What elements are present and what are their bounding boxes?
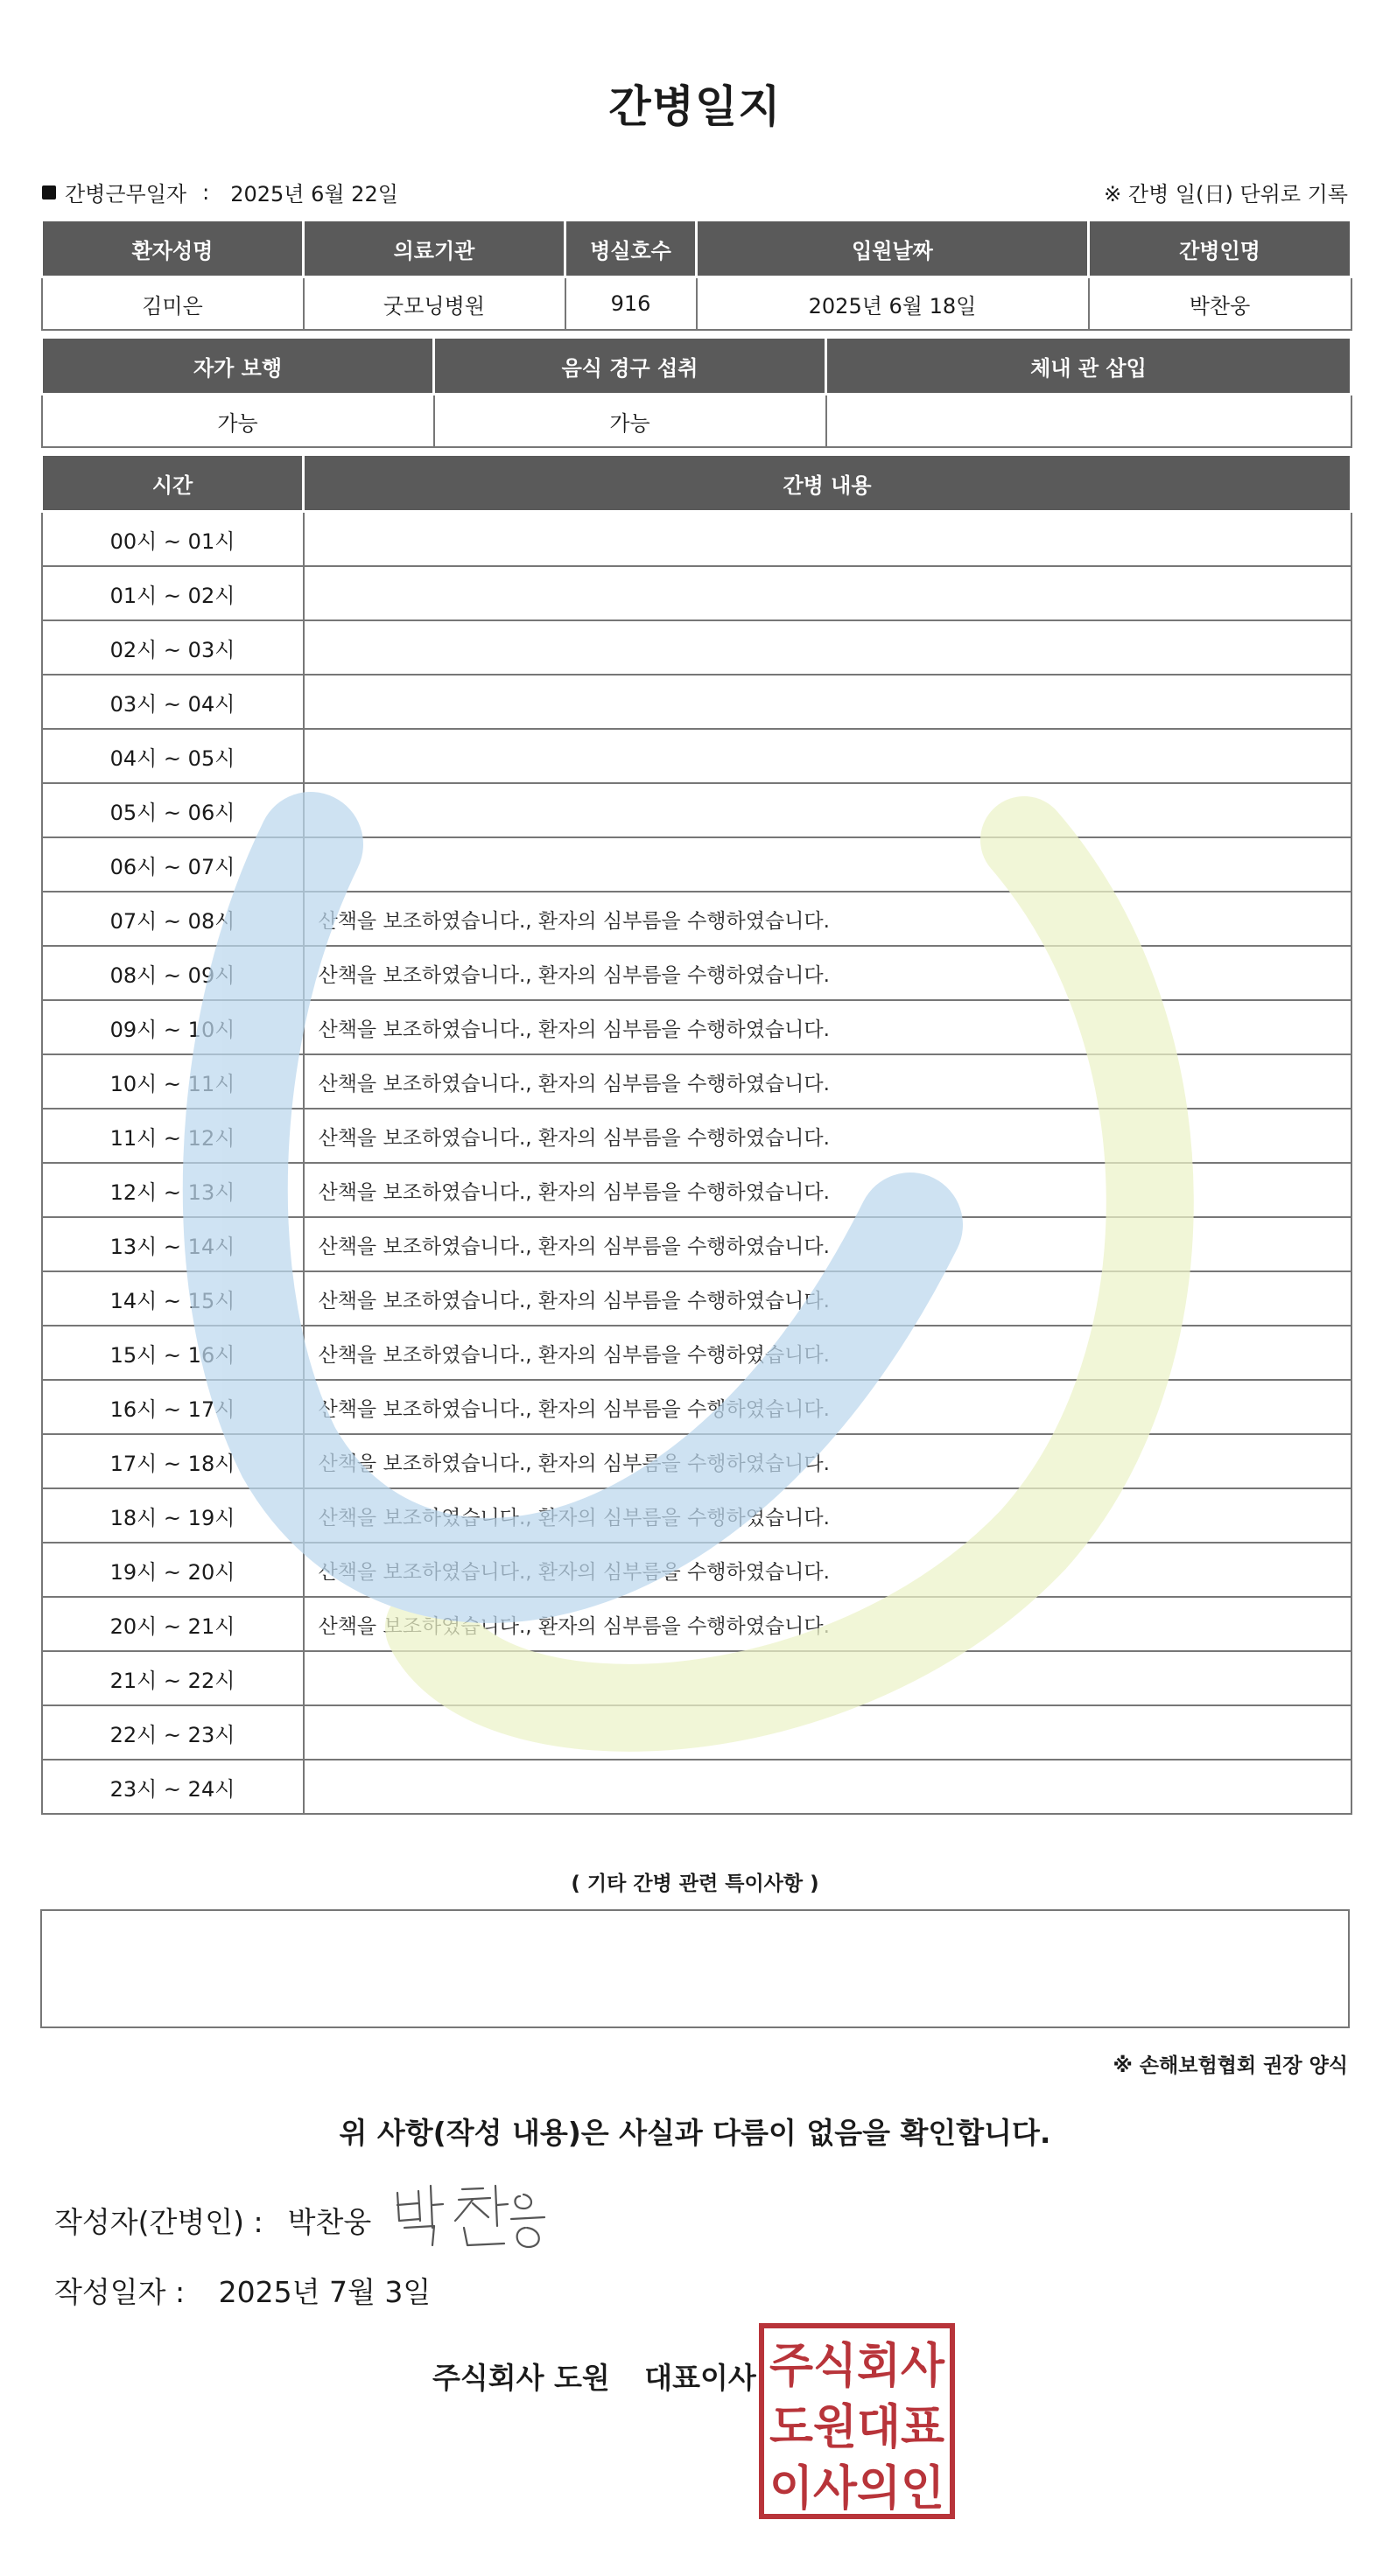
log-time-cell: 06시 ~ 07시 (42, 837, 304, 892)
log-time-cell: 05시 ~ 06시 (42, 783, 304, 837)
log-time-cell: 11시 ~ 12시 (42, 1109, 304, 1163)
care-log-row (42, 1651, 1351, 1705)
log-time-cell: 00시 ~ 01시 (42, 512, 304, 567)
header-admission-date: 입원날짜 (697, 220, 1089, 277)
care-log-row (42, 512, 1351, 567)
care-log-row (42, 946, 1351, 1000)
header-hospital: 의료기관 (304, 220, 565, 277)
log-time-cell: 19시 ~ 20시 (42, 1543, 304, 1597)
care-log-row (42, 1597, 1351, 1651)
log-content-cell (304, 1760, 1351, 1814)
log-content-cell: 산책을 보조하였습니다., 환자의 심부름을 수행하였습니다. (304, 1054, 1351, 1109)
special-notes-title: ( 기타 간병 관련 특이사항 ) (571, 1872, 819, 1895)
care-log-row (42, 892, 1351, 946)
log-time-cell: 13시 ~ 14시 (42, 1217, 304, 1271)
log-time-cell: 12시 ~ 13시 (42, 1163, 304, 1217)
writer-label: 작성자(간병인) : (54, 2205, 263, 2239)
log-time-cell: 20시 ~ 21시 (42, 1597, 304, 1651)
special-notes-box (40, 1909, 1350, 2028)
patient-status-table (40, 336, 1352, 448)
log-time-cell: 14시 ~ 15시 (42, 1271, 304, 1326)
log-time-cell: 16시 ~ 17시 (42, 1380, 304, 1434)
care-log-row (42, 1000, 1351, 1054)
header-room: 병실호수 (565, 220, 697, 277)
company-name: 주식회사 도원 (432, 2361, 610, 2395)
care-log-row (42, 729, 1351, 783)
log-time-cell: 15시 ~ 16시 (42, 1326, 304, 1380)
log-content-cell: 산책을 보조하였습니다., 환자의 심부름을 수행하였습니다. (304, 1271, 1351, 1326)
company-line (432, 2356, 756, 2397)
bullet-square-icon (42, 186, 56, 200)
log-time-cell: 22시 ~ 23시 (42, 1705, 304, 1760)
unit-note: ※ 간병 일(日) 단위로 기록 (1104, 182, 1348, 206)
log-time-cell: 21시 ~ 22시 (42, 1651, 304, 1705)
care-log-row (42, 1163, 1351, 1217)
written-date-label: 작성일자 : (54, 2275, 186, 2309)
care-log-row (42, 1488, 1351, 1543)
seal-line-1: 주식회사 (769, 2338, 945, 2393)
care-log-row (42, 1271, 1351, 1326)
form-source-note: ※ 손해보험협회 권장 양식 (1113, 2054, 1348, 2077)
oral-intake-value: 가능 (434, 395, 826, 448)
log-content-cell: 산책을 보조하였습니다., 환자의 심부름을 수행하였습니다. (304, 1543, 1351, 1597)
confirmation-statement: 위 사항(작성 내용)은 사실과 다름이 없음을 확인합니다. (339, 2116, 1051, 2150)
care-log-row (42, 1543, 1351, 1597)
self-walking-value: 가능 (42, 395, 434, 448)
log-content-cell: 산책을 보조하였습니다., 환자의 심부름을 수행하였습니다. (304, 1326, 1351, 1380)
log-time-cell: 09시 ~ 10시 (42, 1000, 304, 1054)
written-date-value: 2025년 7월 3일 (218, 2275, 432, 2309)
writer-line (54, 2200, 371, 2241)
care-log-table (40, 453, 1352, 1815)
log-time-cell: 07시 ~ 08시 (42, 892, 304, 946)
header-care-content: 간병 내용 (304, 455, 1351, 512)
ceo-title: 대표이사 (644, 2361, 756, 2395)
log-time-cell: 01시 ~ 02시 (42, 566, 304, 620)
log-content-cell (304, 729, 1351, 783)
log-time-cell: 10시 ~ 11시 (42, 1054, 304, 1109)
care-log-row (42, 783, 1351, 837)
log-time-cell: 17시 ~ 18시 (42, 1434, 304, 1488)
log-content-cell: 산책을 보조하였습니다., 환자의 심부름을 수행하였습니다. (304, 1434, 1351, 1488)
room-number: 916 (565, 277, 697, 331)
log-content-cell (304, 1705, 1351, 1760)
caregiver-name: 박찬웅 (1089, 277, 1351, 331)
handwritten-signature (385, 2177, 560, 2256)
log-content-cell: 산책을 보조하였습니다., 환자의 심부름을 수행하였습니다. (304, 1597, 1351, 1651)
log-time-cell: 08시 ~ 09시 (42, 946, 304, 1000)
work-date-separator: : (202, 179, 210, 205)
care-log-row (42, 566, 1351, 620)
header-oral-intake: 음식 경구 섭취 (434, 338, 826, 395)
work-date (42, 177, 398, 207)
seal-line-2: 도원대표 (769, 2399, 944, 2454)
log-time-cell: 02시 ~ 03시 (42, 620, 304, 675)
care-log-row (42, 1380, 1351, 1434)
work-date-label: 간병근무일자 (65, 182, 187, 206)
log-content-cell (304, 675, 1351, 729)
log-content-cell: 산책을 보조하였습니다., 환자의 심부름을 수행하였습니다. (304, 1163, 1351, 1217)
header-time: 시간 (42, 455, 304, 512)
written-date-line (54, 2270, 431, 2311)
care-log-row (42, 675, 1351, 729)
care-log-row (42, 1217, 1351, 1271)
page-title: 간병일지 (608, 81, 782, 132)
log-content-cell (304, 783, 1351, 837)
patient-name: 김미은 (42, 277, 304, 331)
log-content-cell (304, 512, 1351, 567)
work-date-value: 2025년 6월 22일 (230, 182, 398, 206)
care-log-row (42, 620, 1351, 675)
log-content-cell: 산책을 보조하였습니다., 환자의 심부름을 수행하였습니다. (304, 1217, 1351, 1271)
header-tube-insertion: 체내 관 삽입 (826, 338, 1351, 395)
hospital-name: 굿모닝병원 (304, 277, 565, 331)
header-self-walking: 자가 보행 (42, 338, 434, 395)
admission-date: 2025년 6월 18일 (697, 277, 1089, 331)
patient-info-table (40, 219, 1352, 331)
care-log-row (42, 1109, 1351, 1163)
care-log-row (42, 1705, 1351, 1760)
header-caregiver-name: 간병인명 (1089, 220, 1351, 277)
log-content-cell: 산책을 보조하였습니다., 환자의 심부름을 수행하였습니다. (304, 946, 1351, 1000)
log-time-cell: 03시 ~ 04시 (42, 675, 304, 729)
seal-line-3: 이사의인 (769, 2460, 944, 2516)
header-patient-name: 환자성명 (42, 220, 304, 277)
log-content-cell: 산책을 보조하였습니다., 환자의 심부름을 수행하였습니다. (304, 1109, 1351, 1163)
care-log-row (42, 1434, 1351, 1488)
log-content-cell: 산책을 보조하였습니다., 환자의 심부름을 수행하였습니다. (304, 892, 1351, 946)
company-seal-stamp (758, 2322, 956, 2520)
care-log-row (42, 1326, 1351, 1380)
log-time-cell: 18시 ~ 19시 (42, 1488, 304, 1543)
writer-name: 박찬웅 (287, 2205, 372, 2239)
care-log-row (42, 837, 1351, 892)
care-log-row (42, 1760, 1351, 1814)
care-log-row (42, 1054, 1351, 1109)
log-content-cell: 산책을 보조하였습니다., 환자의 심부름을 수행하였습니다. (304, 1380, 1351, 1434)
log-content-cell (304, 620, 1351, 675)
log-content-cell (304, 837, 1351, 892)
log-time-cell: 23시 ~ 24시 (42, 1760, 304, 1814)
log-content-cell (304, 566, 1351, 620)
log-content-cell: 산책을 보조하였습니다., 환자의 심부름을 수행하였습니다. (304, 1488, 1351, 1543)
log-content-cell (304, 1651, 1351, 1705)
log-content-cell: 산책을 보조하였습니다., 환자의 심부름을 수행하였습니다. (304, 1000, 1351, 1054)
tube-insertion-value (826, 395, 1351, 448)
log-time-cell: 04시 ~ 05시 (42, 729, 304, 783)
